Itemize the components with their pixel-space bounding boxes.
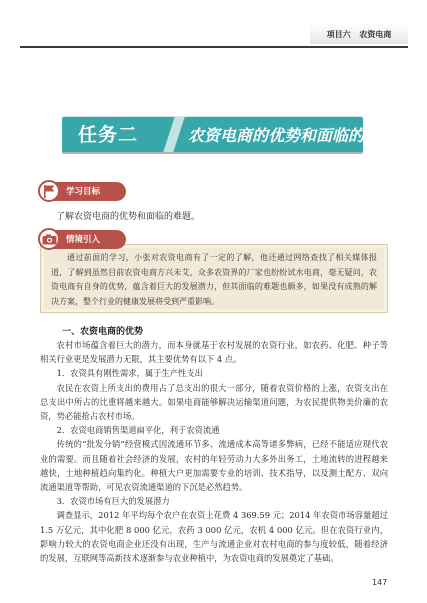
scenario-box	[40, 244, 388, 313]
camera-icon	[38, 228, 60, 250]
learning-goal-text: 了解农资电商的优势和面临的难题。	[56, 212, 201, 222]
section-title: 一、农资电商的优势	[62, 327, 144, 337]
learning-goal-badge	[42, 182, 126, 201]
item-3-text: 调查显示，2012 年平均每个农户在农资上花费 4 369.59 元；2014 年农资市场容量超过 1.5 万亿元，其中化肥 8 000 亿元，农药 3 000 亿元，农机 4 000 亿元。但在农资行业内，影响力较大的农资电商企业还没有出现，生产与流通企业对农村电商的参与度较低，随着经济的发展，互联网等高新技术逐渐参与农业种植中，为农资电商的发展奠定了基础。	[40, 510, 388, 564]
header-chapter-tab	[310, 24, 408, 44]
scenario-text: 通过前面的学习，小张对农资电商有了一定的了解，他还通过网络查找了相关媒体报道，了解到虽然目前农资电商方兴未艾，众多农资界的厂家也纷纷试水电商，毫无疑问，农资电商有自身的优势，蕴含着巨大的发展潜力，但其面临的难题也颇多，如果没有成熟的解决方案，整个行业的健康发展将受到严重影响。	[51, 253, 377, 306]
section-intro: 农村市场蕴含着巨大的潜力，而本身就基于农村发展的农资行业，如农药、化肥、种子等相关行业更是发展潜力无限，其主要优势有以下 4 点。	[40, 340, 388, 365]
flag-icon	[38, 180, 60, 202]
banner-title: 农资电商的优势和面临的难题	[188, 126, 397, 145]
header-chapter: 农资电商	[359, 30, 392, 39]
item-3-heading: 3．农资市场有巨大的发展潜力	[56, 496, 170, 507]
item-1-heading: 1．农资具有刚性需求，属于生产性支出	[56, 368, 203, 379]
header-project: 项目六	[326, 30, 351, 39]
learning-goal-label: 学习目标	[66, 187, 101, 197]
item-1-text: 农民在农资上所支出的费用占了总支出的很大一部分，随着农资价格的上涨，农资支出在总支出中所占的比重将越来越大。如果电商能够解决运输渠道问题，为农民提供物美价廉的农资，势必能抢占农村市场。	[40, 382, 388, 422]
banner-divider	[163, 117, 184, 152]
task-banner	[62, 117, 397, 152]
banner-task-label: 任务二	[78, 124, 139, 146]
item-2-heading: 2．农资电商销售渠道扁平化，利于农资流通	[56, 425, 220, 436]
header-rule	[20, 46, 408, 48]
section-body	[40, 338, 388, 565]
scenario-badge	[42, 230, 126, 249]
page-number: 147	[372, 578, 388, 587]
scenario-label: 情境引入	[66, 235, 101, 245]
item-2-text: 传统的“批发分销”经营模式因流通环节多、流通成本高等诸多弊病，已经不能适应现代农业的需要。而且随着社会经济的发展，农村的年轻劳动力大多外出务工，土地流转的进程越来越快，土地种植趋向集约化。种植大户更加需要专业的培训、技术指导，以及测土配方、双向流通渠道等帮助，可见农资流通渠道的下沉是必然趋势。	[40, 439, 388, 493]
